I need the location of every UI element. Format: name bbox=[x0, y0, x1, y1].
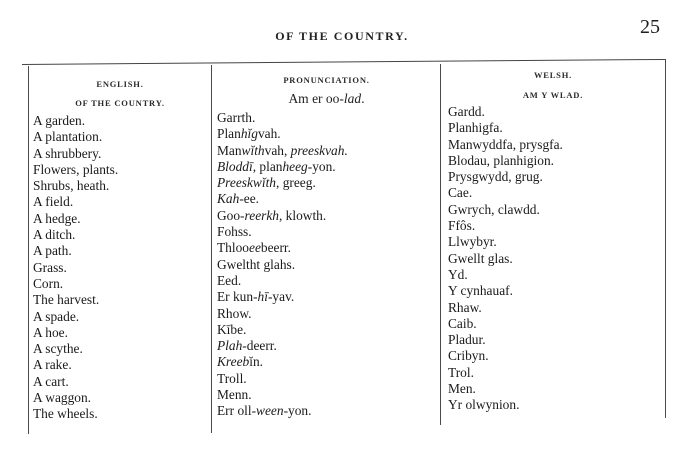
english-term: A scythe. bbox=[33, 341, 83, 357]
welsh-term: Prysgwydd, grug. bbox=[448, 169, 543, 185]
welsh-term: Yr olwynion. bbox=[448, 397, 520, 413]
column-divider-1 bbox=[211, 65, 212, 433]
english-list bbox=[30, 113, 210, 423]
english-term: A cart. bbox=[33, 373, 69, 389]
pronunciation-term: Kreebĭn. bbox=[217, 354, 263, 370]
english-term: The harvest. bbox=[33, 292, 100, 308]
pronunciation-term: Menn. bbox=[217, 387, 252, 403]
pronunciation-term: Garrth. bbox=[217, 110, 256, 125]
column-header-english: ENGLISH. bbox=[96, 79, 144, 89]
table-right-border bbox=[665, 60, 666, 418]
running-head: OF THE COUNTRY. bbox=[275, 29, 409, 43]
column-english bbox=[30, 60, 210, 423]
pronunciation-term: Rhow. bbox=[217, 305, 252, 321]
welsh-term: Gardd. bbox=[448, 104, 485, 119]
welsh-term: Ffôs. bbox=[448, 218, 476, 234]
welsh-list bbox=[443, 104, 663, 414]
column-header-welsh: WELSH. bbox=[533, 70, 573, 80]
pronunciation-term: Plah-deerr. bbox=[217, 338, 277, 354]
column-subheader-welsh: AM Y WLAD. bbox=[522, 90, 584, 100]
welsh-term: Pladur. bbox=[448, 332, 486, 348]
welsh-term: Llwybyr. bbox=[448, 234, 497, 250]
english-term: A garden. bbox=[33, 113, 86, 128]
welsh-term: Gwrych, clawdd. bbox=[448, 201, 540, 217]
pronunciation-term: Kah-ee. bbox=[217, 191, 260, 207]
english-term: Flowers, plants. bbox=[33, 161, 119, 177]
pronunciation-list bbox=[214, 110, 439, 420]
welsh-term: Cae. bbox=[448, 185, 473, 201]
column-subheader-english: OF THE COUNTRY. bbox=[75, 98, 165, 108]
english-term: A field. bbox=[33, 194, 74, 210]
welsh-term: Gwellt glas. bbox=[448, 250, 513, 266]
column-subheader-pronunciation: Am er oo-lad. bbox=[288, 91, 365, 106]
pronunciation-term: Fohss. bbox=[217, 224, 252, 240]
welsh-term: Men. bbox=[448, 381, 476, 397]
english-term: Grass. bbox=[33, 259, 67, 275]
english-term: Corn. bbox=[33, 275, 64, 291]
pronunciation-term: Er kun-hī-yav. bbox=[217, 289, 295, 305]
pronunciation-term: Thlooeebeerr. bbox=[217, 240, 291, 256]
english-term: Shrubs, heath. bbox=[33, 178, 110, 194]
welsh-term: Trol. bbox=[448, 364, 474, 380]
pronunciation-term: Preeskwĭth, greeg. bbox=[217, 175, 316, 191]
pronunciation-term: Gweltht glahs. bbox=[217, 256, 296, 272]
vocabulary-table bbox=[22, 60, 666, 435]
pronunciation-term: Eed. bbox=[217, 272, 242, 288]
english-term: A rake. bbox=[33, 357, 72, 373]
english-term: A shrubbery. bbox=[33, 145, 102, 161]
pronunciation-term: Kībe. bbox=[217, 321, 247, 337]
page-number: 25 bbox=[640, 16, 660, 38]
welsh-term: Caib. bbox=[448, 315, 477, 331]
pronunciation-term: Manwĭthvah, preeskvah. bbox=[217, 142, 348, 158]
pronunciation-term: Planhĭgvah. bbox=[217, 126, 281, 142]
english-term: A waggon. bbox=[33, 390, 92, 406]
column-welsh bbox=[443, 60, 663, 414]
pronunciation-term: Bloddī, planheeg-yon. bbox=[217, 158, 336, 174]
welsh-term: Y cynhauaf. bbox=[448, 283, 513, 299]
welsh-term: Blodau, planhigion. bbox=[448, 152, 555, 168]
column-divider-2 bbox=[440, 64, 441, 425]
english-term: A hedge. bbox=[33, 210, 81, 226]
welsh-term: Cribyn. bbox=[448, 348, 489, 364]
welsh-term: Planhigfa. bbox=[448, 120, 503, 136]
english-term: A ditch. bbox=[33, 227, 76, 243]
english-term: A path. bbox=[33, 243, 72, 259]
column-header-pronunciation: PRONUNCIATION. bbox=[283, 75, 370, 85]
table-left-border bbox=[28, 66, 29, 434]
welsh-term: Yd. bbox=[448, 266, 468, 282]
pronunciation-term: Err oll-ween-yon. bbox=[217, 403, 312, 419]
english-term: The wheels. bbox=[33, 406, 98, 422]
pronunciation-term: Goo-reerkh, klowth. bbox=[217, 207, 327, 223]
english-term: A plantation. bbox=[33, 129, 103, 145]
welsh-term: Rhaw. bbox=[448, 299, 482, 315]
pronunciation-term: Troll. bbox=[217, 370, 247, 386]
english-term: A spade. bbox=[33, 308, 80, 324]
column-pronunciation bbox=[214, 60, 439, 420]
welsh-term: Manwyddfa, prysgfa. bbox=[448, 136, 563, 152]
english-term: A hoe. bbox=[33, 324, 68, 340]
